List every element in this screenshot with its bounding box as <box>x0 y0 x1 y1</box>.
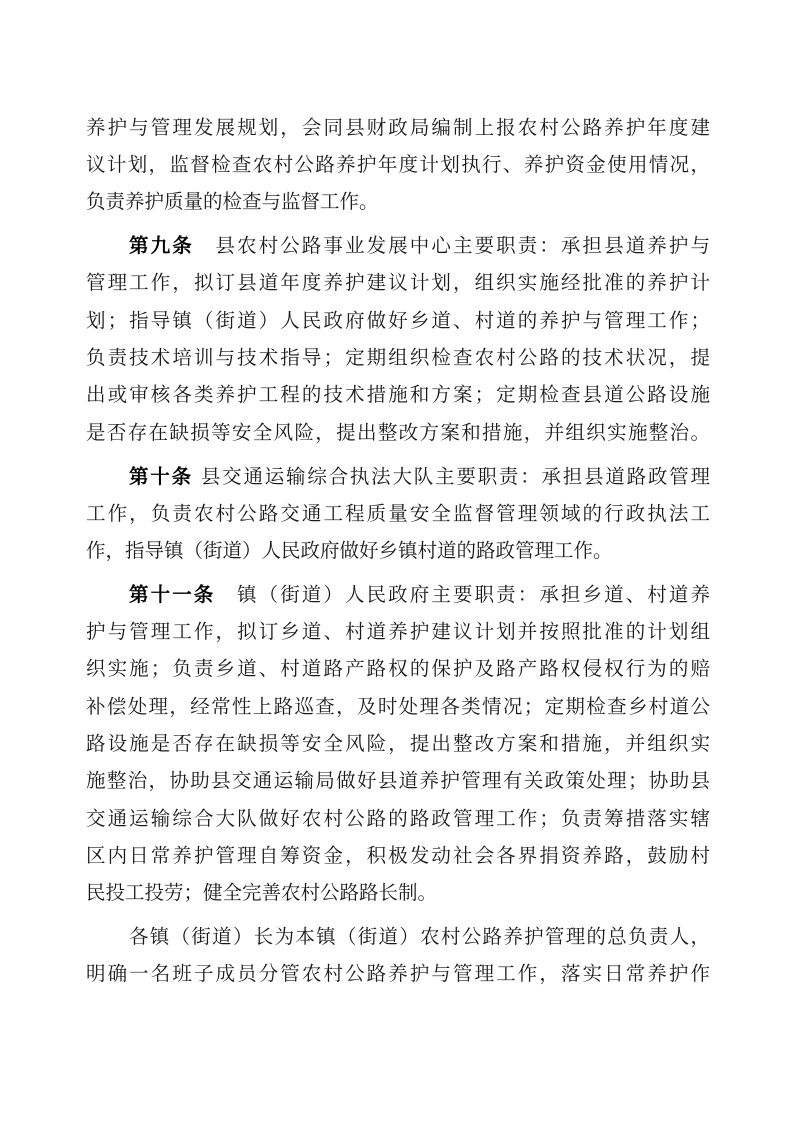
text-line: 织实施；负责乡道、村道路产路权的保护及路产路权侵权行为的赔 <box>86 657 710 680</box>
text-line: 明确一名班子成员分管农村公路养护与管理工作，落实日常养护作 <box>86 962 710 985</box>
text-line: 施整治，协助县交通运输局做好县道养护管理有关政策处理；协助县 <box>86 769 710 792</box>
article-9-heading: 第九条 <box>129 234 194 257</box>
text-line: 议计划，监督检查农村公路养护年度计划执行、养护资金使用情况， <box>86 153 710 176</box>
text-line: 出或审核各类养护工程的技术措施和方案；定期检查县道公路设施 <box>86 383 710 406</box>
text-line: 负责技术培训与技术指导；定期组织检查农村公路的技术状况，提 <box>86 346 710 369</box>
text-line: 是否存在缺损等安全风险，提出整改方案和措施，并组织实施整治。 <box>86 421 710 444</box>
text-line: 负责养护质量的检查与监督工作。 <box>86 190 379 213</box>
text-line: 作，指导镇（街道）人民政府做好乡镇村道的路政管理工作。 <box>86 539 613 562</box>
article-11-first-line: 第十一条 镇（街道）人民政府主要职责：承担乡道、村道养 <box>129 583 710 606</box>
text-line: 划；指导镇（街道）人民政府做好乡道、村道的养护与管理工作； <box>86 309 710 332</box>
text-line: 管理工作，拟订县道年度养护建议计划，组织实施经批准的养护计 <box>86 271 710 294</box>
text-line: 养护与管理发展规划，会同县财政局编制上报农村公路养护年度建 <box>86 116 710 139</box>
text-line: 交通运输综合大队做好农村公路的路政管理工作；负责筹措落实辖 <box>86 807 710 830</box>
article-10-heading: 第十条 <box>129 465 193 488</box>
article-9-first-line: 第九条 县农村公路事业发展中心主要职责：承担县道养护与 <box>129 234 710 257</box>
text-line: 各镇（街道）长为本镇（街道）农村公路养护管理的总负责人， <box>129 925 710 948</box>
text-line: 路设施是否存在缺损等安全风险，提出整改方案和措施，并组织实 <box>86 732 710 755</box>
article-10-first-line: 第十条 县交通运输综合执法大队主要职责：承担县道路政管理 <box>129 465 710 488</box>
text-line: 民投工投劳；健全完善农村公路路长制。 <box>86 881 438 904</box>
text-line: 区内日常养护管理自筹资金，积极发动社会各界捐资养路，鼓励村 <box>86 844 710 867</box>
text-line: 护与管理工作，拟订乡道、村道养护建议计划并按照批准的计划组 <box>86 620 710 643</box>
text-line: 工作，负责农村公路交通工程质量安全监督管理领域的行政执法工 <box>86 502 710 525</box>
article-11-heading: 第十一条 <box>129 583 216 606</box>
text-line: 补偿处理，经常性上路巡查，及时处理各类情况；定期检查乡村道公 <box>86 695 710 718</box>
